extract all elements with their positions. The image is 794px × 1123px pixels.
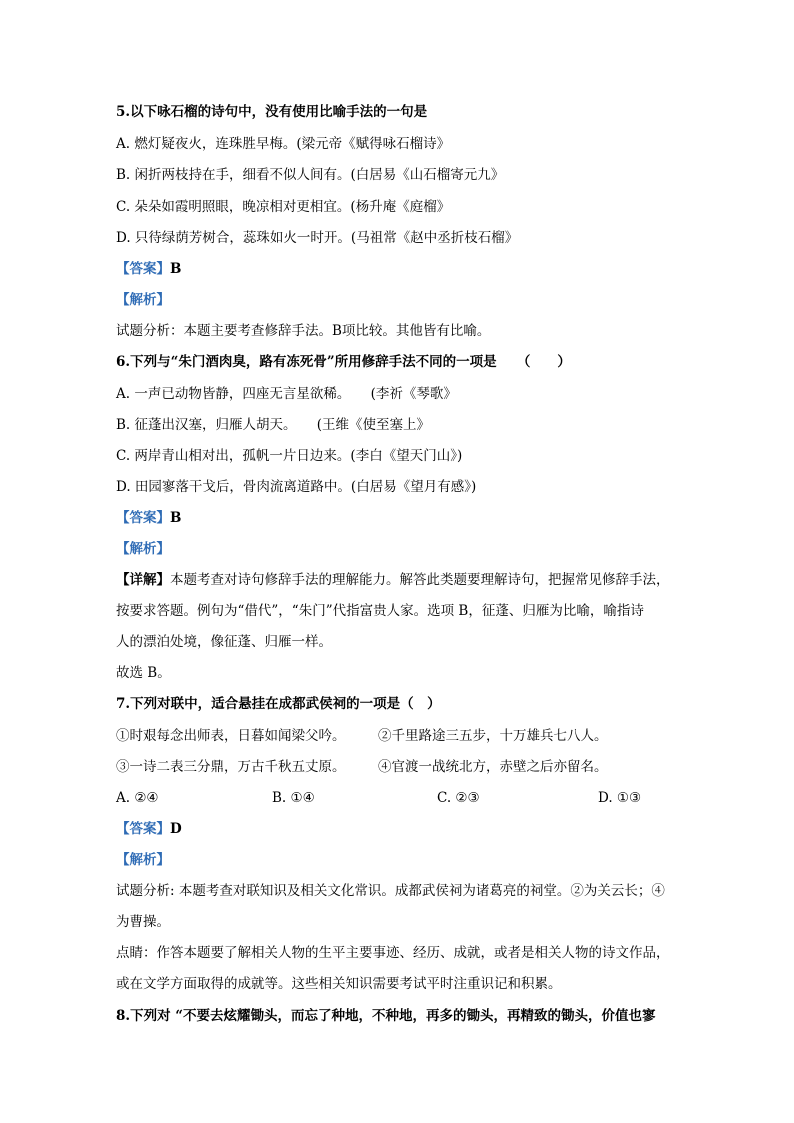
q7-choice-a: A. ②④ [116,790,159,806]
q5-analysis-label: 【解析】 [116,292,170,308]
q7-analysis-line-1: 试题分析: 本题考查对联知识及相关文化常识。成都武侯祠为诸葛亮的祠堂。②为关云长；④ [116,883,665,899]
q5-analysis: 试题分析：本题主要考查修辞手法。B项比较。其他皆有比喻。 [116,323,491,339]
q6-detail-line-2: 按要求答题。例句为“借代”，“朱门”代指富贵人家。选项 B，征蓬、归雁为比喻，喻指诗 [116,603,644,619]
answer-label: 【答案】 [116,261,170,277]
q7-item-2: ②千里路途三五步，十万雄兵七八人。 [378,728,608,744]
answer-label: 【答案】 [116,510,170,526]
q6-detail-line-1 [116,570,716,590]
q7-answer [116,819,716,839]
q7-tip-line-1: 点睛：作答本题要了解相关人物的生平主要事迹、经历、成就，或者是相关人物的诗文作品， [116,945,670,961]
q6-option-b: B. 征蓬出汉塞，归雁人胡天。 (王维《使至塞上》 [116,417,431,433]
detail-label: 【详解】 [116,572,170,588]
q5-option-a: A. 燃灯疑夜火，连珠胜早梅。(梁元帝《赋得咏石榴诗》 [116,136,451,152]
answer-label: 【答案】 [116,821,170,837]
q6-detail-line-3: 人的漂泊处境，像征蓬、归雁一样。 [116,634,332,650]
detail-text: 本题考查对诗句修辞手法的理解能力。解答此类题要理解诗句，把握常见修辞手法， [170,572,670,588]
q5-option-c: C. 朵朵如霞明照眼，晚凉相对更相宜。(杨升庵《庭榴》 [116,199,451,215]
q6-stem: 6.下列与“朱门酒肉臭，路有冻死骨”所用修辞手法不同的一项是 （ ） [116,354,571,370]
q7-analysis-label: 【解析】 [116,852,170,868]
q6-option-d: D. 田园寥落干戈后，骨肉流离道路中。(白居易《望月有感》) [116,479,477,495]
q7-tip-line-2: 或在文学方面取得的成就等。这些相关知识需要考试平时注重识记和积累。 [116,976,562,992]
q6-conclusion: 故选 B。 [116,665,171,681]
q5-option-b: B. 闲折两枝持在手，细看不似人间有。(白居易《山石榴寄元九》 [116,167,505,183]
q7-item-4: ④官渡一战统北方，赤壁之后亦留名。 [378,759,608,775]
q7-item-3: ③一诗二表三分鼎，万古千秋五丈原。 [116,759,346,775]
q7-analysis-line-2: 为曹操。 [116,914,170,930]
q7-choice-d: D. ①③ [598,790,642,806]
q6-option-a: A. 一声已动物皆静，四座无言星欲稀。 (李祈《琴歌》 [116,386,457,402]
q7-choice-c: C. ②③ [437,790,480,806]
q6-option-c: C. 两岸青山相对出，孤帆一片日边来。(李白《望天门山》) [116,448,463,464]
q7-choice-b: B. ①④ [272,790,315,806]
q5-option-d: D. 只待绿荫芳树合，蕊珠如火一时开。(马祖常《赵中丞折枝石榴》 [116,230,519,246]
q7-item-1: ①时艰每念出师表，日暮如闻梁父吟。 [116,728,346,744]
q6-analysis-label: 【解析】 [116,541,170,557]
q5-answer [116,259,716,279]
answer-value: B [170,261,182,277]
answer-value: B [170,510,182,526]
q7-stem: 7.下列对联中，适合悬挂在成都武侯祠的一项是（ ） [116,696,441,712]
answer-value: D [170,821,182,837]
q8-stem: 8.下列对 “不要去炫耀锄头，而忘了种地，不种地，再多的锄头，再精致的锄头，价值也寥 [116,1008,656,1024]
q6-answer [116,508,716,528]
q5-stem: 5.以下咏石榴的诗句中，没有使用比喻手法的一句是 [116,104,428,120]
